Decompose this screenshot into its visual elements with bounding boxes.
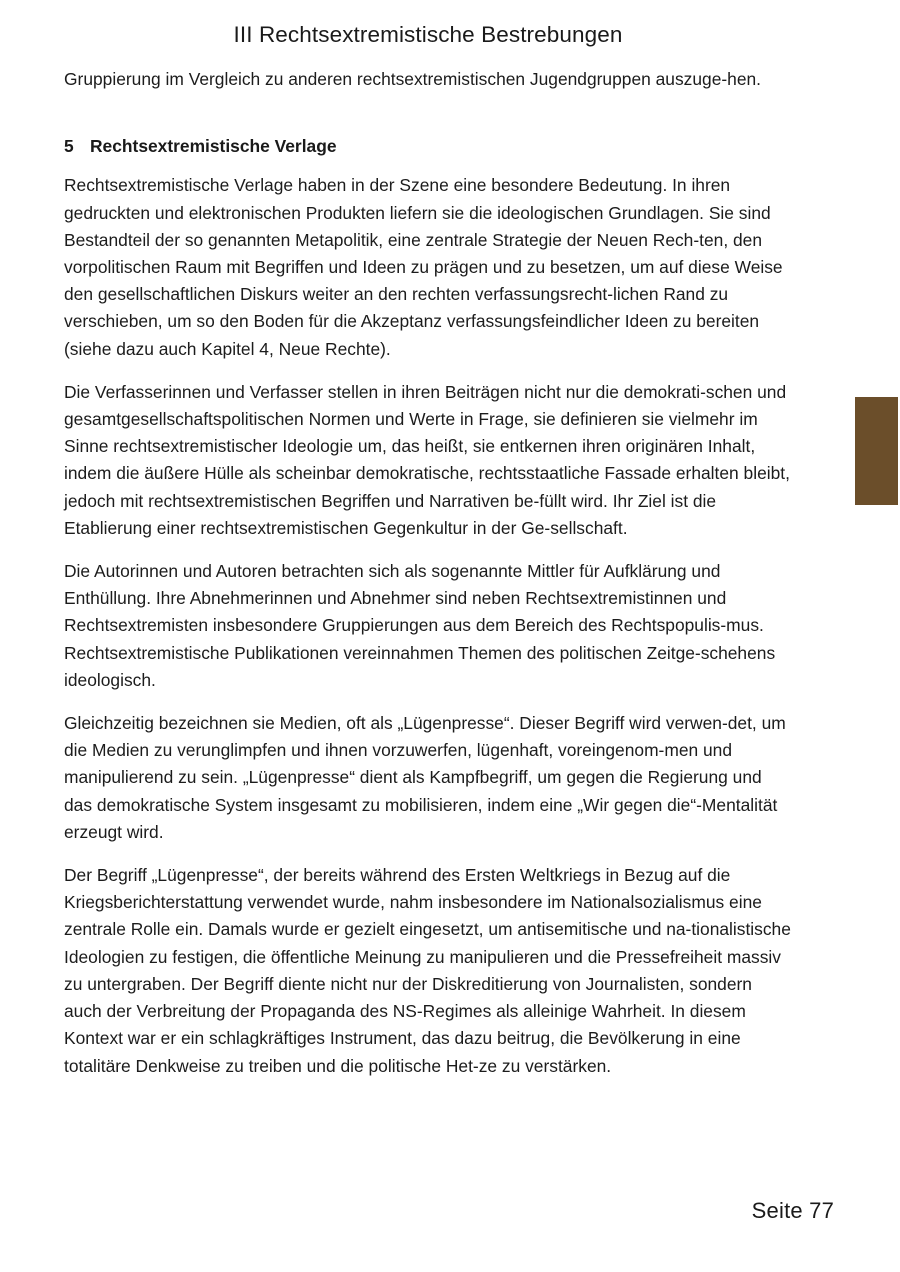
section-number: 5 bbox=[64, 136, 74, 157]
body-paragraph: Rechtsextremistische Verlage haben in der Szene eine besondere Bedeutung. In ihren gedruckten und elektronischen Produkten liefern sie die ideologischen Grundlagen. Sie sind Bestandteil der so genannten Metapolitik, eine zentrale Strategie der Neuen Rech-ten, den vorpolitischen Raum mit Begriffen und Ideen zu prägen und zu besetzen, um auf diese Weise den gesellschaftlichen Diskurs weiter an den rechten verfassungsrecht-lichen Rand zu verschieben, um so den Boden für die Akzeptanz verfassungsfeindlicher Ideen zu bereiten (siehe dazu auch Kapitel 4, Neue Rechte). bbox=[64, 175, 783, 359]
page-content bbox=[64, 66, 794, 1080]
body-paragraph: Der Begriff „Lügenpresse“, der bereits während des Ersten Weltkriegs in Bezug auf die Kriegsberichterstattung verwendet wurde, nahm insbesondere im Nationalsozialismus eine zentrale Rolle ein. Damals wurde er gezielt eingesetzt, um antisemitische und na-tionalistische Ideologien zu festigen, die öffentliche Meinung zu manipulieren und die Pressefreiheit massiv zu untergraben. Der Begriff diente nicht nur der Diskreditierung von Journalisten, sondern auch der Verbreitung der Propaganda des NS-Regimes als alleinige Wahrheit. In diesem Kontext war er ein schlagkräftiges Instrument, das dazu beitrug, die Bevölkerung in eine totalitäre Denkweise zu treiben und die politische Het-ze zu verstärken. bbox=[64, 865, 791, 1076]
section-heading bbox=[64, 133, 794, 160]
section-title: Rechtsextremistische Verlage bbox=[90, 136, 337, 157]
continuation-paragraph: Gruppierung im Vergleich zu anderen rechtsextremistischen Jugendgruppen auszuge-hen. bbox=[64, 69, 762, 89]
running-header: III Rechtsextremistische Bestrebungen bbox=[233, 22, 623, 47]
page-number: Seite 77 bbox=[751, 1198, 834, 1223]
body-paragraph: Die Verfasserinnen und Verfasser stellen in ihren Beiträgen nicht nur die demokrati-schen und gesamtgesellschaftspolitischen Normen und Werte in Frage, sie definieren sie vielmehr im Sinne rechtsextremistischer Ideologie um, das heißt, sie entkernen ihren originären Inhalt, indem die äußere Hülle als scheinbar demokratische, rechtsstaatliche Fassade erhalten bleibt, jedoch mit rechtsextremistischen Begriffen und Narrativen be-füllt wird. Ihr Ziel ist die Etablierung einer rechtsextremistischen Gegenkultur in der Ge-sellschaft. bbox=[64, 381, 790, 538]
chapter-tab-marker bbox=[855, 397, 898, 505]
body-paragraph: Gleichzeitig bezeichnen sie Medien, oft als „Lügenpresse“. Dieser Begriff wird verwen-det, um die Medien zu verunglimpfen und ihnen vorzuwerfen, lügenhaft, voreingenom-men und manipulierend zu sein. „Lügenpresse“ dient als Kampfbegriff, um gegen die Regierung und das demokratische System insgesamt zu mobilisieren, indem eine „Wir gegen die“-Mentalität erzeugt wird. bbox=[64, 713, 786, 842]
body-paragraph: Die Autorinnen und Autoren betrachten sich als sogenannte Mittler für Aufklärung und Enthüllung. Ihre Abnehmerinnen und Abnehmer sind neben Rechtsextremistinnen und Rechtsextremisten insbesondere Gruppierungen aus dem Bereich des Rechtspopulis-mus. Rechtsextremistische Publikationen vereinnahmen Themen des politischen Zeitge-schehens ideologisch. bbox=[64, 561, 776, 690]
